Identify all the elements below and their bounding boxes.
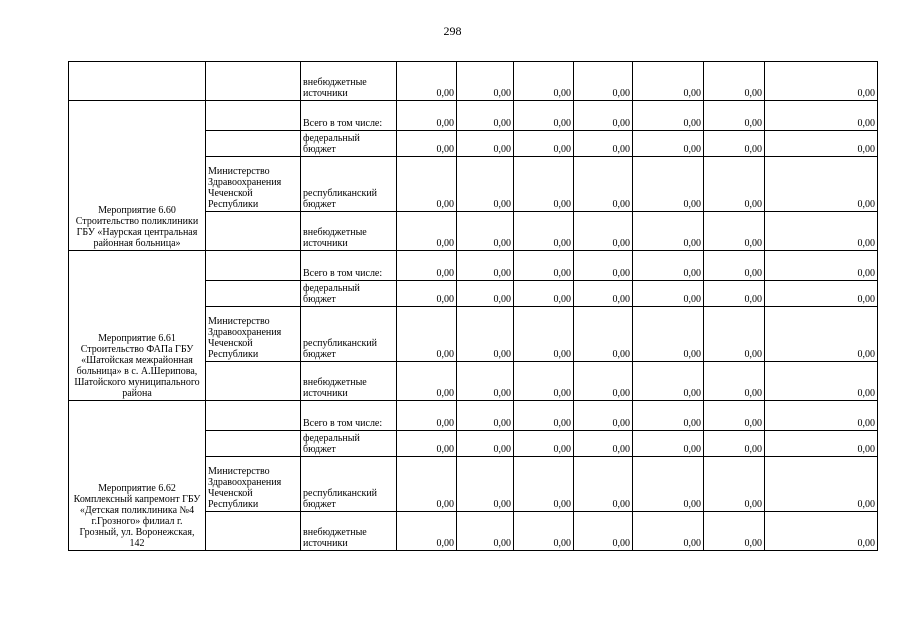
executor-cell bbox=[206, 362, 301, 401]
amount-cell: 0,00 bbox=[765, 307, 878, 362]
amount-cell: 0,00 bbox=[514, 401, 574, 431]
table-row bbox=[69, 401, 878, 431]
amount-cell: 0,00 bbox=[514, 431, 574, 457]
amount-cell: 0,00 bbox=[574, 431, 633, 457]
amount-cell: 0,00 bbox=[765, 251, 878, 281]
amount-cell: 0,00 bbox=[457, 251, 514, 281]
executor-cell bbox=[206, 401, 301, 431]
executor-cell: Министерство Здравоохранения Чеченской Республики bbox=[206, 157, 301, 212]
amount-cell: 0,00 bbox=[704, 431, 765, 457]
amount-cell: 0,00 bbox=[704, 131, 765, 157]
amount-cell: 0,00 bbox=[457, 281, 514, 307]
executor-cell bbox=[206, 251, 301, 281]
source-cell: внебюджетные источники bbox=[301, 362, 397, 401]
source-cell: внебюджетные источники bbox=[301, 212, 397, 251]
amount-cell: 0,00 bbox=[574, 131, 633, 157]
amount-cell: 0,00 bbox=[397, 131, 457, 157]
executor-cell bbox=[206, 281, 301, 307]
executor-cell: Министерство Здравоохранения Чеченской Республики bbox=[206, 307, 301, 362]
amount-cell: 0,00 bbox=[704, 362, 765, 401]
amount-cell: 0,00 bbox=[704, 251, 765, 281]
amount-cell: 0,00 bbox=[397, 457, 457, 512]
amount-cell: 0,00 bbox=[457, 431, 514, 457]
amount-cell: 0,00 bbox=[457, 362, 514, 401]
amount-cell: 0,00 bbox=[397, 307, 457, 362]
amount-cell: 0,00 bbox=[765, 131, 878, 157]
amount-cell: 0,00 bbox=[397, 157, 457, 212]
amount-cell: 0,00 bbox=[574, 251, 633, 281]
amount-cell: 0,00 bbox=[765, 62, 878, 101]
amount-cell: 0,00 bbox=[397, 101, 457, 131]
amount-cell: 0,00 bbox=[704, 101, 765, 131]
amount-cell: 0,00 bbox=[765, 157, 878, 212]
amount-cell: 0,00 bbox=[397, 431, 457, 457]
amount-cell: 0,00 bbox=[765, 431, 878, 457]
amount-cell: 0,00 bbox=[574, 157, 633, 212]
amount-cell: 0,00 bbox=[457, 457, 514, 512]
amount-cell: 0,00 bbox=[574, 307, 633, 362]
amount-cell: 0,00 bbox=[514, 157, 574, 212]
amount-cell: 0,00 bbox=[514, 512, 574, 551]
amount-cell: 0,00 bbox=[457, 401, 514, 431]
amount-cell: 0,00 bbox=[514, 131, 574, 157]
amount-cell: 0,00 bbox=[514, 101, 574, 131]
amount-cell: 0,00 bbox=[514, 212, 574, 251]
event-cell: Мероприятие 6.61 Строительство ФАПа ГБУ «Шатойская межрайонная больница» в с. А.Шерипова, Шатойского муниципального района bbox=[69, 251, 206, 401]
amount-cell: 0,00 bbox=[765, 212, 878, 251]
amount-cell: 0,00 bbox=[574, 362, 633, 401]
amount-cell: 0,00 bbox=[633, 212, 704, 251]
amount-cell: 0,00 bbox=[397, 362, 457, 401]
amount-cell: 0,00 bbox=[633, 457, 704, 512]
amount-cell: 0,00 bbox=[704, 401, 765, 431]
amount-cell: 0,00 bbox=[633, 251, 704, 281]
page-number: 298 bbox=[443, 24, 462, 38]
executor-cell bbox=[206, 512, 301, 551]
amount-cell: 0,00 bbox=[765, 101, 878, 131]
amount-cell: 0,00 bbox=[574, 512, 633, 551]
amount-cell: 0,00 bbox=[633, 431, 704, 457]
amount-cell: 0,00 bbox=[457, 307, 514, 362]
event-cell: Мероприятие 6.62 Комплексный капремонт ГБУ «Детская поликлиника №4 г.Грозного» филиал г. Грозный, ул. Воронежская, 142 bbox=[69, 401, 206, 551]
executor-cell bbox=[206, 101, 301, 131]
amount-cell: 0,00 bbox=[514, 251, 574, 281]
amount-cell: 0,00 bbox=[765, 457, 878, 512]
source-cell: республиканский бюджет bbox=[301, 157, 397, 212]
amount-cell: 0,00 bbox=[397, 62, 457, 101]
amount-cell: 0,00 bbox=[704, 212, 765, 251]
amount-cell: 0,00 bbox=[633, 307, 704, 362]
amount-cell: 0,00 bbox=[514, 457, 574, 512]
amount-cell: 0,00 bbox=[457, 212, 514, 251]
source-cell: внебюджетные источники bbox=[301, 512, 397, 551]
amount-cell: 0,00 bbox=[633, 62, 704, 101]
amount-cell: 0,00 bbox=[633, 401, 704, 431]
source-cell: республиканский бюджет bbox=[301, 457, 397, 512]
amount-cell: 0,00 bbox=[574, 457, 633, 512]
amount-cell: 0,00 bbox=[704, 307, 765, 362]
amount-cell: 0,00 bbox=[574, 281, 633, 307]
table-row bbox=[69, 251, 878, 281]
amount-cell: 0,00 bbox=[633, 131, 704, 157]
amount-cell: 0,00 bbox=[457, 157, 514, 212]
amount-cell: 0,00 bbox=[765, 281, 878, 307]
source-cell: Всего в том числе: bbox=[301, 101, 397, 131]
executor-cell bbox=[206, 131, 301, 157]
amount-cell: 0,00 bbox=[457, 101, 514, 131]
amount-cell: 0,00 bbox=[633, 362, 704, 401]
amount-cell: 0,00 bbox=[514, 307, 574, 362]
table-row bbox=[69, 101, 878, 131]
amount-cell: 0,00 bbox=[704, 157, 765, 212]
event-cell: Мероприятие 6.60 Строительство поликлиники ГБУ «Наурская центральная районная больница» bbox=[69, 101, 206, 251]
amount-cell: 0,00 bbox=[704, 457, 765, 512]
amount-cell: 0,00 bbox=[704, 512, 765, 551]
amount-cell: 0,00 bbox=[633, 512, 704, 551]
source-cell: федеральный бюджет bbox=[301, 131, 397, 157]
amount-cell: 0,00 bbox=[633, 157, 704, 212]
amount-cell: 0,00 bbox=[397, 281, 457, 307]
source-cell: республиканский бюджет bbox=[301, 307, 397, 362]
executor-cell bbox=[206, 431, 301, 457]
amount-cell: 0,00 bbox=[574, 62, 633, 101]
budget-table bbox=[68, 61, 878, 551]
amount-cell: 0,00 bbox=[397, 401, 457, 431]
amount-cell: 0,00 bbox=[633, 101, 704, 131]
amount-cell: 0,00 bbox=[457, 131, 514, 157]
amount-cell: 0,00 bbox=[574, 101, 633, 131]
amount-cell: 0,00 bbox=[514, 62, 574, 101]
table-row bbox=[69, 62, 878, 101]
amount-cell: 0,00 bbox=[704, 62, 765, 101]
amount-cell: 0,00 bbox=[397, 512, 457, 551]
executor-cell bbox=[206, 212, 301, 251]
amount-cell: 0,00 bbox=[397, 212, 457, 251]
source-cell: федеральный бюджет bbox=[301, 281, 397, 307]
amount-cell: 0,00 bbox=[633, 281, 704, 307]
source-cell: Всего в том числе: bbox=[301, 251, 397, 281]
amount-cell: 0,00 bbox=[574, 401, 633, 431]
amount-cell: 0,00 bbox=[765, 512, 878, 551]
amount-cell: 0,00 bbox=[765, 401, 878, 431]
amount-cell: 0,00 bbox=[514, 281, 574, 307]
source-cell: федеральный бюджет bbox=[301, 431, 397, 457]
source-cell: внебюджетные источники bbox=[301, 62, 397, 101]
source-cell: Всего в том числе: bbox=[301, 401, 397, 431]
amount-cell: 0,00 bbox=[457, 62, 514, 101]
amount-cell: 0,00 bbox=[574, 212, 633, 251]
amount-cell: 0,00 bbox=[457, 512, 514, 551]
amount-cell: 0,00 bbox=[765, 362, 878, 401]
executor-cell: Министерство Здравоохранения Чеченской Республики bbox=[206, 457, 301, 512]
executor-cell bbox=[206, 62, 301, 101]
amount-cell: 0,00 bbox=[397, 251, 457, 281]
amount-cell: 0,00 bbox=[514, 362, 574, 401]
event-cell bbox=[69, 62, 206, 101]
amount-cell: 0,00 bbox=[704, 281, 765, 307]
